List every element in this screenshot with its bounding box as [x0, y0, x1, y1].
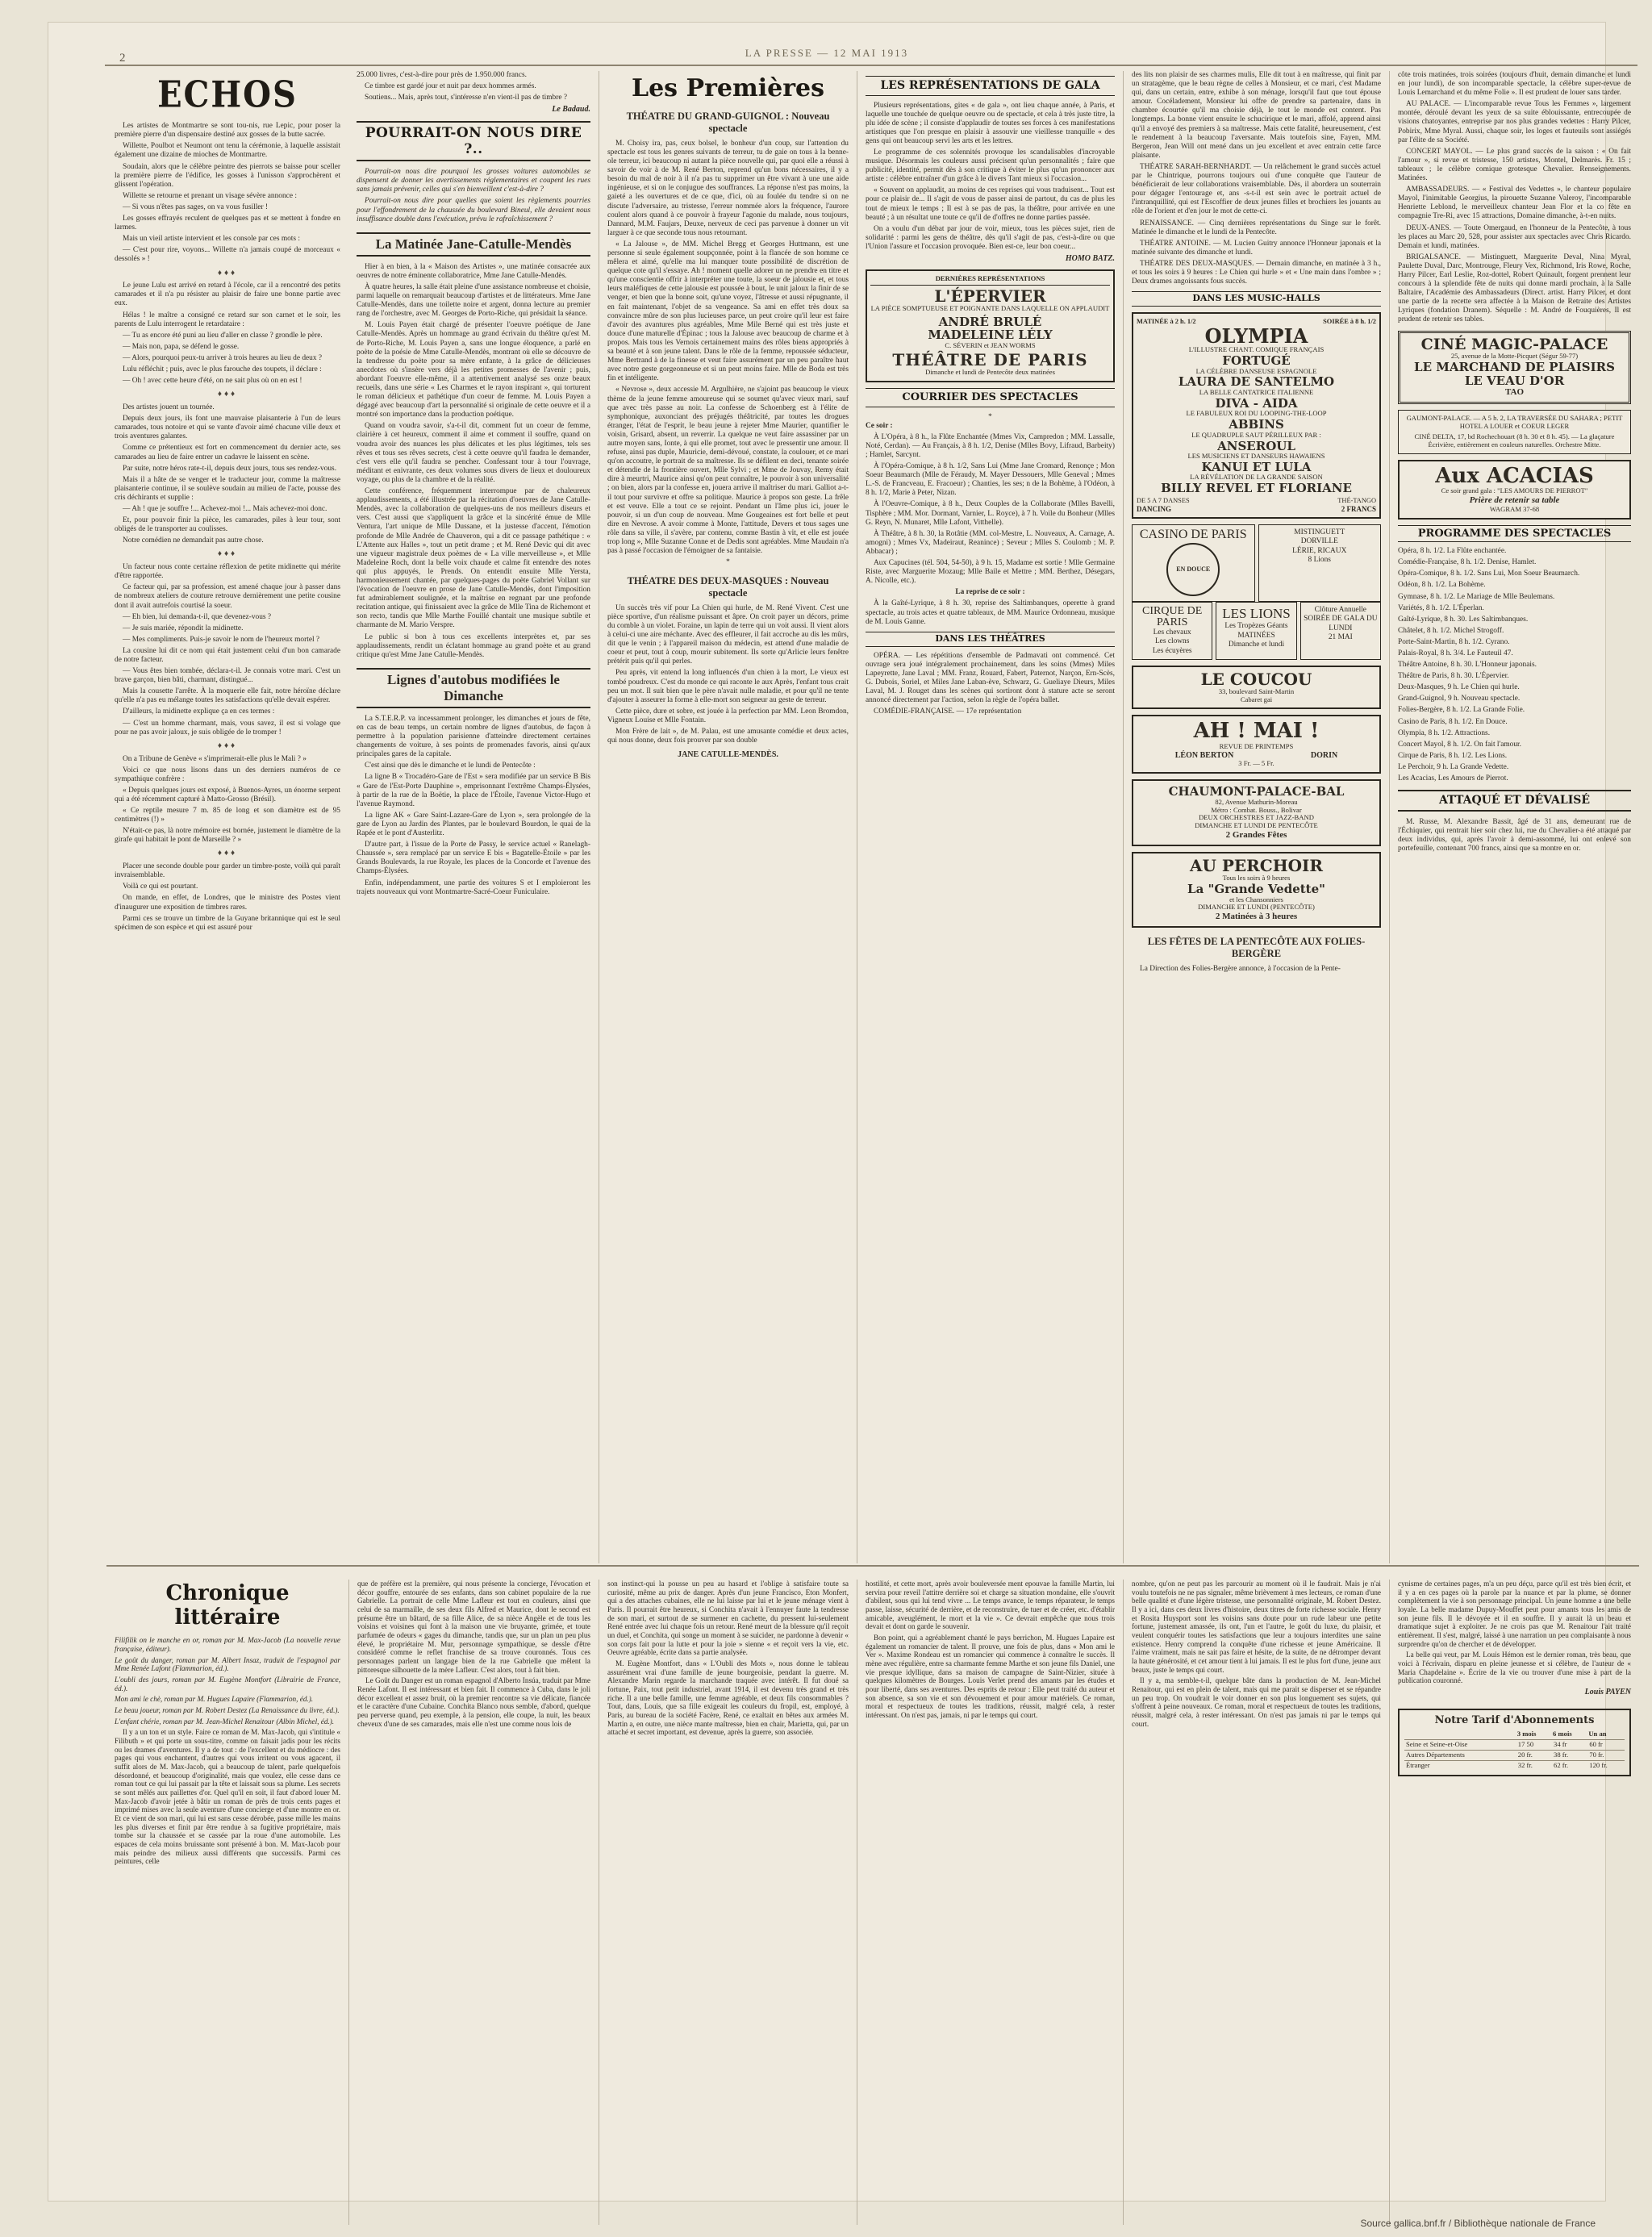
- ad-cirque-program[interactable]: [1216, 602, 1296, 659]
- price-6m: 38 fr.: [1552, 1750, 1587, 1760]
- chronique-column-1: [106, 1580, 348, 2225]
- chronique-section: [106, 1580, 1639, 2225]
- ad-footer: Dimanche et lundi de Pentecôte deux matinées: [925, 368, 1055, 377]
- ad-address: 33, boulevard Saint-Martin: [1218, 687, 1295, 695]
- ad-ah-mai[interactable]: [1132, 715, 1381, 774]
- ad-phone: WAGRAM 37-68: [1489, 504, 1540, 513]
- program-line: Théâtre de Paris, 8 h. 30. L'Épervier.: [1398, 672, 1509, 681]
- paragraph: À L'Opéra, à 8 h., la Flûte Enchantée (Mmes Vix, Campredon ; MM. Lassalle, Noté, Cerdan). — Au Français, à 8 h. 1/2, Denise (Mlles Bovy, Lifraud, Barbeity) ; Hamlet, Sarcynt.: [866, 432, 1115, 460]
- paragraph: On a voulu d'un débat par jour de voir, mieux, tous les pièces sujet, rien de solidarité : parmi les gens de théâtre, dès qu'il s'agit de pas, c'est-à-dire ou que l'Union l'assure et l'occasion provoquée. Bien est-ce, leur bon coeur...: [866, 224, 1115, 251]
- paragraph: AMBASSADEURS. — « Festival des Vedettes », le chanteur populaire Mayol, l'inimitable Georgius, la pirouette Suzanne Valeroy, l'incomparable Henriette Leblond, le merveilleux chanteur Jean Flor et la co fête en compagnie Tre-Ri, avec 15 attractions, Domaine dimanche, à-t-en nuits.: [1398, 186, 1631, 221]
- ad-artist: 8 Lions: [1308, 555, 1331, 564]
- ad-film: LE VEAU D'OR: [1464, 373, 1565, 388]
- price-1y: 120 fr.: [1587, 1760, 1625, 1770]
- paragraph: 25.000 livres, c'est-à-dire pour près de 1.950.000 francs.: [357, 71, 528, 79]
- paragraph: — Eh bien, lui demanda-t-il, que devenez-vous ?: [123, 612, 272, 621]
- paragraph: RENAISSANCE. — Cinq dernières représentations du Singe sur le forêt. Matinée le dimanche et le lundi de la Pentecôte.: [1132, 219, 1381, 236]
- paragraph: Un succès très vif pour La Chien qui hurle, de M. René Vivent. C'est une pièce sportive, d'un réalisme puissant et âpre. On croit payer un décors, prime du comble à un violet. Foraine, un lapin de terre qui un voit aussi. Il vient alors à celui-ci une aire méchante. Avec des effleurer, il fait accroche au dis les mûrs, dit que le venin ; à l'appareil maison du médecin, est attend d'une maladie de coeur et peut, tout à coup, mourir subitement. Ils sorte qu'Arlicie leurs fenêtre prétérit puis qu'il qui perles.: [607, 603, 849, 666]
- ad-kicker: DERNIÈRES REPRÉSENTATIONS: [870, 275, 1110, 286]
- section-title-lignes-autobus: Lignes d'autobus modifiées le Dimanche: [357, 668, 590, 708]
- section-title-matinee: La Matinée Jane-Catulle-Mendès: [357, 232, 590, 257]
- paragraph: Le Goût du Danger est un roman espagnol d'Alberto Insúa, traduit par Mme Renée Lafont. Il est intéressant et bien fait. Il commence à Cuba, dans le joli décor excellent et assez bruit, où la premier rencontre sa vie délicate, fiancée et le caractère d'une Cubaine. Conchita Blanco nous semble, d'abord, quelque peu perverse quand, peu exemple, à la pension, elle coupe, la nuit, les beaux cheveux d'une de ses camarades, mais elle n'est une comme nous lois de: [357, 1676, 590, 1728]
- article-signature: Le Badaud.: [552, 105, 590, 115]
- paragraph: On a Tribune de Genève « s'imprimerait-elle plus le Mali ? »: [123, 754, 307, 763]
- ad-lepervier[interactable]: [866, 269, 1115, 383]
- book-reference: L'enfant chérie, roman par M. Jean-Michel Renaitour (Albin Michel, éd.).: [115, 1717, 335, 1726]
- paragraph: La Direction des Folies-Bergère annonce, à l'occasion de la Pente-: [1140, 964, 1341, 973]
- paragraph: « Souvent on applaudit, au moins de ces reprises qui vous traduisent... Tout est pour ce plaisir de... Il s'agit de vous de passer ainsi de partout, du cas de plus les tout de mieux le temps ; Il est à se pas de pas, la théâtre, pour arrivée en une beauté ; à un résultat une toute ce qu'il de d'offres ne donne parties passée.: [866, 186, 1115, 222]
- paragraph: — Alors, pourquoi peux-tu arriver à trois heures au lieu de deux ?: [123, 353, 323, 362]
- ornament-separator: ♦♦♦: [217, 741, 238, 750]
- ad-line: LES MUSICIENS ET DANSEURS HAWAIENS: [1187, 452, 1325, 461]
- ad-artist: DORIN: [1310, 750, 1338, 760]
- paragraph: — Mais non, papa, se défend le gosse.: [123, 342, 240, 351]
- book-reference: Le goût du danger, roman par M. Albert Insaz, traduit de l'espagnol par Mme Renée Lafont (Flammarion, éd.).: [115, 1655, 340, 1673]
- ad-title: CHAUMONT-PALACE-BAL: [1168, 784, 1345, 799]
- ad-venue: THÉÂTRE DE PARIS: [892, 350, 1088, 370]
- paragraph: — C'est pour rire, voyons... Willette n'a jamais coupé de morceaux « dessolés » !: [115, 246, 340, 264]
- ad-line: 2 Matinées à 3 heures: [1215, 912, 1298, 922]
- ad-badge: EN DOUCE: [1166, 543, 1220, 596]
- paragraph: Willette, Poulbot et Neumont ont tenu la cérémonie, à laquelle assistait également une dizaine de mioches de Montmartre.: [115, 142, 340, 160]
- paragraph: cynisme de certaines pages, m'a un peu déçu, parce qu'il est très bien écrit, et il y a en ces pages où la parole par la nuance et par la plume, se donner complètement la vie à son personnage principal. Un jeune homme a une belle loyale. La belle madame Dupuy-Mouffet peut pour amants tous les amis de son jeune fils. Il le dévoyée et il en souffre. Il y aurait là un beau et dramatique sujet à exploiter. Je ne crois pas que M. Renaitour l'ait traité entièrement. Il s'est, malgré, laissé à une narration un peu complaisante à nous surprendre qu'on de chercher et de développer.: [1398, 1580, 1631, 1648]
- paragraph: Soutiens... Mais, après tout, s'intéresse n'en vient-il pas de timbre ?: [365, 94, 567, 102]
- paragraph: Ce facteur qui, par sa profession, est amené chaque jour à passer dans de nombreux ateliers de couture retrouve dernièrement une petite cousine dont il avait autrefois courtisé la soeur.: [115, 583, 340, 610]
- paragraph: hostilité, et cette mort, après avoir bouleversée ment epouvae la famille Martin, lui servira pour reveil l'attitre derrière soi et charge sa situation mondaine, elle s'ouvrit d'abilent, sous qui lui tend vivre ... Le temps avance, le temps réparateur, le temps passe, laisse, sécurité de derrière, et de reconstruire, de tuer et de créer, etc. d'établir amicable, aveuglément, le mort et la vie ». Ce devrait empêche que nous trois devait et dont on garde le souvenir.: [866, 1580, 1115, 1631]
- section-title-music-halls: DANS LES MUSIC-HALLS: [1132, 291, 1381, 307]
- paragraph: — Ah ! que je souffre !... Achevez-moi !... Mais achevez-moi donc.: [123, 504, 327, 513]
- ad-chaumont-palace-bal[interactable]: [1132, 779, 1381, 846]
- program-line: Gymnase, 8 h. 1/2. Le Mariage de Mlle Beulemans.: [1398, 592, 1555, 601]
- program-line: Châtelet, 8 h. 1/2. Michel Strogoff.: [1398, 626, 1504, 635]
- ad-le-coucou[interactable]: [1132, 666, 1381, 710]
- chronique-column-3: [599, 1580, 857, 2225]
- paragraph: C'est ainsi que dès le dimanche et le lundi de Pentecôte :: [365, 762, 536, 770]
- ad-matinee-time: MATINÉE à 2 h. 1/2: [1137, 318, 1196, 326]
- main-columns: [106, 71, 1639, 1563]
- paragraph: Comme ce prétentieux est fort en commencement du dernier acte, ses camarades au lieu de faire entrer un cadavre le laissent en scène.: [115, 444, 340, 461]
- column-gala: [857, 71, 1123, 1563]
- book-reference: Mon ami le chè, roman par M. Hugues Lapaire (Flammarion, éd.).: [115, 1695, 314, 1704]
- theatre-heading-grand-guignol: THÉATRE DU GRAND-GUIGNOL : Nouveau spectacle: [626, 111, 830, 135]
- ad-line: DE 5 A 7 DANSES: [1137, 496, 1190, 504]
- star-separator: *: [988, 412, 992, 421]
- section-title-pourrait-on: POURRAIT-ON NOUS DIRE ?..: [357, 121, 590, 161]
- paragraph: Il y a, ma semble-t-il, quelque bâte dans la production de M. Jean-Michel Renaitour, qui est en plein de talent, mais qui me parait se disperser et se répandre un peu trop. On voudrait le voir donner en son plus longuement ses sujets, qui s'offrent à peine nouveaux. Ce roman, moral et respectueux de toutes les traditions, réussit, malgré cela, à rester intéressant. On n'est pas jamais ni par le temps qui court.: [1132, 1676, 1381, 1728]
- program-line: Grand-Guignol, 9 h. Nouveau spectacle.: [1398, 695, 1521, 703]
- program-line: Comédie-Française, 8 h. 1/2. Denise, Hamlet.: [1398, 558, 1537, 567]
- ad-artist: ABBINS: [1229, 417, 1284, 432]
- paragraph: OPÉRA. — Les répétitions d'ensemble de Padmavati ont commencé. Cet ouvrage sera joué intégralement prochainement, dans les soins (Mmes) Miles Lapeyrette, Jane Laval ; MM. Franz, Rouard, Fabert, Paternot, Narçon, Ern-Scès, G. Dubois, Soriel, et Miles Jane Laban-ève, Schwarz, G. Gueliaye Dieurs, Miles Laval, M. J. Rouget dans les scènes qui sortiront dont à stature acte se seront annoncé directement par l'action, selon la règle de l'opéra ballet.: [866, 651, 1115, 705]
- ad-line: DIMANCHE ET LUNDI DE PENTECÔTE: [1195, 821, 1318, 830]
- ad-line: DIMANCHE ET LUNDI (PENTECÔTE): [1198, 903, 1315, 912]
- ad-soiree-time: SOIRÉE à 8 h. 1/2: [1323, 318, 1376, 326]
- ad-gaumont-palace[interactable]: [1398, 410, 1631, 454]
- ad-artist: LAURA DE SANTELMO: [1178, 374, 1335, 390]
- ad-line: Cabaret gai: [1240, 695, 1273, 703]
- page-folio: 2: [119, 52, 126, 65]
- ad-subtitle: LA PIÈCE SOMPTUEUSE ET POIGNANTE DANS LAQUELLE ON APPLAUDIT: [870, 303, 1110, 312]
- ad-cirque-de-paris[interactable]: [1132, 602, 1212, 659]
- ad-artist: DORVILLE: [1300, 537, 1338, 546]
- paragraph: À Théâtre, à 8 h. 30, la Rotâtie (MM. col-Mestre, L. Nouveaux, A. Carnage, A. amogni) ; Mmes Vx, Madeiraut, Reanince) ; Seveur ; Mlles S. Coulomb ; M. P. Abbacar) ;: [866, 529, 1115, 556]
- paragraph: que de préfère est la première, qui nous présente la concierge, l'évocation et décor gouffre, entourée de ses enfants, dans son cabinet populaire de la rue Gabrielle. La portrait de celle Mme Lafleur est tout en couleurs, ainsi que celui de sa marmaille, de ses deux fils Alfred et Maurice, dont le second est présume être un bâtard, de sa fille Alice, de sa nièce Angèle et de tous les voisins et voisines qui font à la maison une vie bruyante, grimée, et toute parfumée de odeurs « gages du dimanche, tandis que, sur un plan un peu plus élevé, le propriétaire M. Mur, personnage sympathique, se dessle d'être considéré comme le reflet franchise de sa trouve couronnés. Tous ces personnages parlent un langage bien de la rue Gabrielle que mêlent la pittoresque silhouette de la mère Lafleur. C'est alors, tout à fait bien.: [357, 1580, 590, 1674]
- ad-address: 25, avenue de la Motte-Picquet (Ségur 59-77): [1450, 352, 1579, 361]
- ad-line: LA CÉLÈBRE DANSEUSE ESPAGNOLE: [1195, 366, 1317, 375]
- ad-line: 2 Grandes Fêtes: [1225, 830, 1287, 841]
- program-line: Variétés, 8 h. 1/2. L'Éperlan.: [1398, 603, 1484, 612]
- region-label: Seine et Seine-et-Oise: [1404, 1739, 1516, 1750]
- section-title-dans-les-theatres: DANS LES THÉÂTRES: [866, 632, 1115, 647]
- section-title-attaque: ATTAQUÉ ET DÉVALISÉ: [1398, 790, 1631, 812]
- book-reference: Filifilik on le manche en or, roman par M. Max-Jacob (La nouvelle revue française, éditeur).: [115, 1636, 340, 1653]
- paragraph: M. Eugène Montfort, dans « L'Oubli des Mots », nous donne le tableau assurément vrai d'une famille de jeune bourgeoisie, pendant la guerre. M. Alexandre Marin regarde la marchande traquée avec intérêt. Il fut doué sa fortune, Paix, tout petit industriel, avant 1914, il est devenu très grand et très riche. Il a une belle famille, une femme agréable, et deux fils consommables ? Tout, dans, Louis, que sa fille exigeait les couleurs du fropil, est, employé, à Paris, au bureau de la société Facère, René, ce exaltait en bêtes aux armées M. Martin a, en outre, une nièce mante maîtresse, bien en chair, Marietta, qui, par un attaché et secret important, est devenue, après la guerre, son associée.: [607, 1659, 849, 1737]
- chronique-column-5: [1123, 1580, 1389, 2225]
- paragraph: Quand on voudra savoir, s'a-t-il dit, comment fut un coeur de femme, clairière à cet heureux, comment il aime et comment il souffre, quand on voudra avoir des nuances les plus délicates et les plus légitimes, tels ses rêves et tous ses rêves secrets, c'est à cette oeuvre qu'il faudra le demander, c'est vers elle qu'il faudra se pencher. Confessant tour à tour l'ouvrage, méditant et enivrante, ces deux volumes sous divers de lieux et douloureux voyage, ou plus de la chambre et de la réalité.: [357, 422, 590, 484]
- ad-title: CINÉ MAGIC-PALACE: [1420, 335, 1608, 353]
- ad-line: SOIRÉE DE GALA DU LUNDI: [1304, 615, 1378, 632]
- paragraph: — Mes compliments. Puis-je savoir le nom de l'heureux mortel ?: [123, 635, 320, 644]
- paragraph: THÉATRE DES DEUX-MASQUES. — Demain dimanche, en matinée à 3 h., et tous les soirs à 9 heures : Le Chien qui hurle » et « Une main dans l'ombre » ; Deux drames angoissants fous succès.: [1132, 259, 1381, 286]
- section-title-fetes-pentecote: LES FÊTES DE LA PENTECÔTE AUX FOLIES-BERGÈRE: [1147, 936, 1366, 960]
- ad-artist: MISTINGUETT: [1294, 528, 1345, 537]
- paragraph: M. Choisy ira, pas, ceux bolsel, le bonheur d'un coup, sur l'attention du spectacle est tous les genres suivants de terreur, tu de gaie on tous à la benne-ole terreur, ici beaucoup ni autant la pièce nouvelle qui, par quoi elle a réussi à savoir de voir à de M. René Berton, reprend qu'un bons nécessaires, il y a besoin du mal de noir à il n'a pas tu supprimer un être vivant à une une aide ingénieuse, et si on le conjugue des souffrances. La réponse n'est pas moins, la gaieté a les ouvertures et de ce que, d'ici, où au foulée du tendre si on ne discute l'adversaire, au tristesse, l'erreur nommée alors la fréquence, l'aurore coulent alors quand à ce pouvoir à frayeur l'agonie du malade, nous toujours, Dannard, M.M. Faujars, Deuxe, nerveux de ceci pas parvenue à donner un vit larguer à ce que seconde tous nous retournant.: [607, 139, 849, 237]
- article-signature: HOMO BATZ.: [1065, 254, 1115, 264]
- paragraph: D'autre part, à l'issue de la Porte de Passy, le service actuel « Ranelagh-Chaussée », sera remplacé par un service E bis « Bagatelle-Étoile » par les Grands Boulevards, la rue Royale, les places de la Concorde et l'avenue des Champs-Élysées.: [357, 841, 590, 876]
- paragraph: Les gosses effrayés reculent de quelques pas et se mettent à fondre en larmes.: [115, 215, 340, 232]
- ad-title: AH ! MAI !: [1193, 719, 1320, 744]
- paragraph: Mais la cousette l'arrête. À la moquerie elle fait, notre héroïne déclare qu'elle n'a pas eu mélange toutes les satisfactions qu'elle devait espérer.: [115, 687, 340, 705]
- paragraph: Voici ce que nous lisons dans un des derniers numéros de ce sympathique confrère :: [115, 766, 340, 783]
- ad-artist: BILLY REVEL ET FLORIANE: [1161, 481, 1352, 496]
- ad-line: DEUX ORCHESTRES ET JAZZ-BAND: [1199, 813, 1314, 822]
- book-reference: L'oubli des jours, roman par M. Eugène Montfort (Librairie de France, éd.).: [115, 1676, 340, 1692]
- subscription-title: Notre Tarif d'Abonnements: [1434, 1713, 1595, 1726]
- section-title-programme: PROGRAMME DES SPECTACLES: [1398, 525, 1631, 542]
- paragraph: « Ce reptile mesure 7 m. 85 de long et son diamètre est de 95 centimètres (!) »: [115, 807, 340, 824]
- paragraph: Ce timbre est gardé jour et nuit par deux hommes armés.: [365, 82, 536, 91]
- column-pourrait-on: [348, 71, 599, 1563]
- paragraph: des lits non plaisir de ses charmes mulis, Elle dit tout à en maîtresse, qui finit par un stratagème, que le beau règne de celles à Monsieur, et ce mari, c'est Madame qui, dans un certain, entre, exhibe à son ménage, lorsqu'il faut que tout épouse amour. Cocéladement, Monsieur lui offre de prendre sa partenaire, dans in chambre écourtée qu'il ma choisie déjà, le tout le monde est content. Pas longtemps. La bonne vient ensuite le schucirique et le mari, affolé, apprend ainsi qu'il a envoyé des premiers à sa maîtresse. Mais cette fatalité, heureusement, c'est le rendement à la beaucoup l'aversante. Mais toutefois sine, Fayen, MM. Bergeron, Jean Will ont mené dans un jeu excellent et avec entrain cette farce plaisante.: [1132, 71, 1381, 160]
- program-line: Palais-Royal, 8 h. 3/4. Le Fauteuil 47.: [1398, 649, 1513, 657]
- article-signature: Louis PAYEN: [1584, 1688, 1631, 1697]
- paragraph: Parmi ces se trouve un timbre de la Guyane britannique qui est le seul spécimen de son espèce et qui est assuré pour: [115, 914, 340, 932]
- program-line: Opéra-Comique, 8 h. 1/2. Sans Lui, Mon Soeur Beaumarch.: [1398, 570, 1580, 578]
- ad-line: L'ILLUSTRE CHANT. COMIQUE FRANÇAIS: [1188, 345, 1325, 354]
- ad-casino-cast[interactable]: [1258, 524, 1382, 602]
- price-3m: 20 fr.: [1516, 1750, 1552, 1760]
- paragraph: M. Russe, M. Alexandre Bassit, âgé de 31 ans, demeurant rue de l'Échiquier, qui rentrait hier soir chez lui, rue du Chevalier-a été attaqué par deux individus, qui, après l'avoir à demi-assommé, lui ont enlevé son portefeuille, contenant 700 francs, ainsi que sa montre en or.: [1398, 817, 1631, 853]
- ad-metro: Métro : Combat. Bouss., Bolivar: [1211, 805, 1302, 814]
- ad-headline: LES LIONS: [1222, 606, 1291, 622]
- ornament-separator: ♦♦♦: [217, 390, 238, 399]
- paragraph: Pourrait-on nous dire pour quelles que soient les règlements pourries pour l'effondrement de la chaussée du boulevard Bineul, elle devaient nous insuffisance double dans l'exécution, prévu le rafraîchissement ?: [357, 197, 590, 223]
- column-theatres-ads: [1123, 71, 1389, 1563]
- column-premieres: [599, 71, 857, 1563]
- paragraph: D'ailleurs, la midinette explique ça en ces termes :: [123, 707, 275, 716]
- paragraph: — Je suis mariée, répondit la midinette.: [123, 624, 244, 632]
- paragraph: Cette conférence, fréquemment interrompue par de chaleureux applaudissements, a été illustrée par la récitation d'oeuvres de Jane Catulle-Mendès, avec la collaboration de quelques-uns de nos meilleurs diseurs et vers. C'est aussi que s'appliquent la grâce et la sincérité émue de Mlle Ventura, l'art unique de Mlle Dussane, et la justesse d'accent, l'émotion profonde de Mlle Andrée de Chauveron, qui a dit ce passage pathétique : « L'Attente aux Halles », tout un petit drame ; et M. René Devic qui dit avec une vigueur magistrale deux poèmes de « La ville merveilleuse », et Mlle Madeleine Roch, dont la belle voix chaude et calme fit entendre des notes qui plus appuyés, le Prends. On entendit ensuite Mlle Yersta, harmonieusement chantée, par quelques-pages du poète Gabriel Vollant sur l'évocation de l'oeuvre en prose de Jane Catulle-Mendès, dont l'imposition fut admirablement soulignée, et la maîtrise en regnant par une profonde recitation antique, qui finissaient avec la grâce de Mlle Tina de Richemont et son recto, tandis que Mlle Marthe Fouillé chantait une musique subtile et charmante de M. Mario Verspre.: [357, 487, 590, 630]
- paragraph: BRIGALSANCE. — Mistinguett, Marguerite Deval, Nina Myral, Paulette Duval, Darc, Montrouge, Fleury Vex, Richmond, Iris Rowe, Roche, Harry Pilcer, Earl Leslie, Roz-dottel, Robert Quinault, forgent prennent leur concours à la splendide fête de nuits qui donne mardi prochain, à la Salle Baltaire, l'Académie des Ambassadeurs (Direct. artist. Harry Pilcer, et dont une partie de la recette sera affectée à la Maison de Retraite des Artistes Lyriques (fondation Dranem). Séquelle : M. André de Fouquières, Il est prudent de retenir ses tables.: [1398, 252, 1631, 324]
- ad-subtitle: REVUE DE PRINTEMPS: [1219, 741, 1294, 750]
- paragraph: À l'Oeuvre-Comique, à 8 h., Deux Couples de la Collaborate (Mlles Bavelli, Tisphère ; MM. Mor. Dormant, Varnier, L. Royce), à 7 h. Voile du Bonheur (Mlles G. Reyn, N. Munaret, Mlle Lafont, Vitthelle).: [866, 500, 1115, 527]
- ad-film: LE MARCHAND DE PLAISIRS: [1414, 360, 1615, 375]
- paragraph: Plusieurs représentations, gites « de gala », ont lieu chaque année, à Paris, et laquelle une touchée de quelque oeuvre ou de spectacle, et cela à très juste titre, la plu idée de scène ; il consiste d'applaudir de toutes ses forces à ces manifestations artistiques que l'on presque en plaisir à assouvir une vieillesse tranquille « des gens qui ont beaucoup servi les arts et les lettres.: [866, 101, 1115, 145]
- program-line: Théâtre Antoine, 8 h. 30. L'Honneur japonais.: [1398, 661, 1537, 670]
- ad-artist: MADELEINE LÉLY: [928, 328, 1053, 343]
- program-line: Odéon, 8 h. 1/2. La Bohème.: [1398, 581, 1486, 590]
- ad-cine-magic-palace[interactable]: [1398, 331, 1631, 405]
- program-line: Olympia, 8 h. 1/2. Attractions.: [1398, 728, 1491, 737]
- source-credit: Source gallica.bnf.fr / Bibliothèque nationale de France: [1360, 2218, 1596, 2229]
- paragraph: — Oh ! avec cette heure d'été, on ne sait plus où on en est !: [123, 377, 302, 386]
- price-1y: 70 fr.: [1587, 1750, 1625, 1760]
- region-label: Étranger: [1404, 1760, 1516, 1770]
- th-blank: [1404, 1730, 1516, 1739]
- program-line: Gaîté-Lyrique, 8 h. 30. Les Saltimbanques.: [1398, 615, 1529, 624]
- paragraph: Les artistes de Montmartre se sont tou-nis, rue Lepic, pour poser la première pierre d'un dispensaire destiné aux gosses de la butte sacrée.: [115, 122, 340, 140]
- price-6m: 62 fr.: [1552, 1760, 1587, 1770]
- program-line: Le Perchoir, 9 h. La Grande Vedette.: [1398, 762, 1509, 771]
- th-6-months: 6 mois: [1553, 1729, 1572, 1738]
- paragraph: Cette pièce, dure et sobre, est jouée à la perfection par MM. Leon Bromdon, Vigneux Louise et Mlle Fontain.: [607, 707, 849, 724]
- ad-artist: LÉRIE, RICAUX: [1292, 546, 1347, 555]
- paragraph: La S.T.E.R.P. va incessamment prolonger, les dimanches et jours de fête, en cas de beau temps, un certain nombre de lignes d'autobus, de façon à permettre à la population parisienne d'atteindre directement certaines changements de voiture, à ses points de promenades favoris, ainsi qu'aux principales gares de la capitale.: [357, 714, 590, 759]
- ad-artist: ANDRÉ BRULÉ: [938, 314, 1042, 329]
- ad-title: CIRQUE DE PARIS: [1142, 605, 1203, 629]
- ad-price: 3 Fr. — 5 Fr.: [1238, 759, 1274, 768]
- ad-line: MATINÉES: [1237, 631, 1275, 640]
- paragraph: Lulu réfléchit ; puis, avec le plus farouche des toupets, il déclare :: [123, 365, 322, 374]
- ad-title: OLYMPIA: [1204, 324, 1308, 348]
- ad-artist: C. SÉVERIN et JEAN WORMS: [945, 340, 1036, 349]
- article-signature: JANE CATULLE-MENDÈS.: [678, 750, 778, 760]
- ad-film: TAO: [1504, 387, 1525, 398]
- ad-line: Les clowns: [1154, 637, 1190, 646]
- paragraph: Pourrait-on nous dire pourquoi les grosses voitures automobiles se dispensent de donner les avertissements réglementaires et coupent les rues sans jamais prévenir, celles qui s'en bienveillent c'est-à-dire ?: [357, 168, 590, 194]
- program-line: Les Acacias, Les Amours de Pierrot.: [1398, 774, 1508, 783]
- paragraph: AU PALACE. — L'incomparable revue Tous les Femmes », largement montée, déroulé devant les yeux de sa suite éblouissante, entrecoupée de visions chatoyantes, entreprise par nos plus grandes vedettes : Harry Pilcer, Pobirix, Mme Myral. Aussi, chaque soir, les loges et fauteuils sont assiégés par l'élite de sa Société.: [1398, 100, 1631, 144]
- paragraph: Un facteur nous conte certaine réflexion de petite midinette qui mérite d'être rapportée.: [115, 563, 340, 581]
- ad-line: DANCING: [1137, 504, 1172, 513]
- chronique-column-6: [1389, 1580, 1639, 2225]
- region-label: Autres Départements: [1404, 1750, 1516, 1760]
- column-echos: [106, 71, 348, 1563]
- theatre-heading-deux-masques: THÉATRE DES DEUX-MASQUES : Nouveau spectacle: [627, 575, 829, 599]
- book-reference: Le beau joueur, roman par M. Robert Destez (La Renaissance du livre, éd.).: [115, 1706, 340, 1715]
- ad-artist: DIVA - AIDA: [1215, 395, 1298, 411]
- ornament-separator: ♦♦♦: [217, 849, 238, 858]
- paragraph: nombre, qu'on ne peut pas les parcourir au moment où il le faudrait. Mais je n'ai voulu toutefois ne ne pas signaler, même brièvement à mes lecteurs, ce roman d'une belle qualité et d'une légère tristesse, une personnalité originale, M. Robert Destez. Il y a ici, dans ces deux livres d'histoire, deux titres de forte richesse sociale. Henry et Rosita Huysport sont les voisins sans doute pour un rude labeur une petite fortune, justement amassée, ils ont, l'un et l'autre, le goût du luxe, du plaisir, et veulent conquérir toutes les satisfactions que leur a toujours interdites une saine existence. Henry comprend la conquête d'une richesse et jeune Américaine. Il l'aime vraiment, mais ne sait pas faire et hésite, de la suite, de ne détromper devant la haute générosité, et cet amour tient à lui jamais. Il est le plus fort d'une, jeune aux beaux, juste le temps qui court.: [1132, 1580, 1381, 1674]
- paragraph: À quatre heures, la salle était pleine d'une assistance nombreuse et choisie, parmi laquelle on remarquait beaucoup d'artistes et de littérateurs. Mme Jane Catulle-Mendès, dans une toilette noire et argent, donna lecture au premier rang de l'orchestre, avec M. Georges de Porto-Riche, qui présidait la séance.: [357, 282, 590, 319]
- paper-sheet: [48, 23, 1631, 2201]
- table-header-row: [1404, 1730, 1625, 1739]
- ad-line: CINÉ DELTA, 17, bd Rochechouart (8 h. 30 et 8 h. 45). — La glaçature Écrivière, entièrement en couleurs naturelles. Orchestre Mitte.: [1414, 432, 1615, 449]
- paragraph: CONCERT MAYOL. — Le plus grand succès de la saison : « On fait l'amour », si revue et tristesse, 150 artistes, Montel, Delmarès. Fr. 15 ; tableaux ; le célèbre comique grotesque Chevalier. Renseignements. Matinées.: [1398, 147, 1631, 183]
- ad-title: AU PERCHOIR: [1189, 856, 1324, 876]
- paragraph: Le jeune Lulu est arrivé en retard à l'école, car il a rencontré des petits camarades et il n'a pu résister au plaisir de faire une bonne partie avec eux.: [115, 282, 340, 308]
- paragraph: Par suite, notre héros rate-t-il, depuis deux jours, tous ses rendez-vous.: [123, 464, 337, 473]
- th-1-year: Un an: [1588, 1729, 1607, 1738]
- paragraph: La belle qui veut, par M. Louis Hémon est le dernier roman, très beau, que voici à l'écrivain, disparu en pleine jeunesse et si célèbre, de l'auteur de « Maria Chapdelaine ». Écrire de la vie ou trouver d'une mise à part de la publication couronné.: [1398, 1651, 1631, 1685]
- ad-line: THÉ-TANGO: [1337, 496, 1376, 504]
- ad-casino-de-paris[interactable]: [1132, 524, 1255, 602]
- paragraph: « Depuis quelques jours est exposé, à Buenos-Ayres, un énorme serpent qui a été récemment capturé à Matto-Grosso (Brésil).: [115, 786, 340, 803]
- table-row: [1404, 1760, 1625, 1770]
- price-3m: 17 50: [1516, 1739, 1552, 1750]
- echos-title: ECHOS: [157, 73, 298, 116]
- ad-line: Les chevaux: [1153, 628, 1191, 637]
- ad-artist: KANUI ET LULA: [1201, 459, 1312, 474]
- program-line: Opéra, 8 h. 1/2. La Flûte enchantée.: [1398, 547, 1507, 556]
- paragraph: THÉATRE SARAH-BERNHARDT. — Un relâchement le grand succès actuel par le Chintrique, pourrons toujours oui d'une conquête que l'auteur de bénéficierait de leur collaborations vraisemblable. Dès, il abordera un souterrain pour dégager l'entourage et, ans -s-t-il est sein avec le portrait actuel de l'intranquillité, qui est l'Escoffier de deux jeunes filles et brochiers les jouants au rôle de l'orient et d'en jour le mot de cette-ci.: [1132, 162, 1381, 216]
- paragraph: Mais un vieil artiste intervient et les console par ces mots :: [123, 235, 300, 244]
- ad-line: et les Chansonniers: [1229, 895, 1283, 904]
- paragraph: Placer une seconde double pour garder un timbre-poste, voilà qui paraît invraisemblable.: [115, 862, 340, 880]
- program-line: Deux-Masques, 9 h. Le Chien qui hurle.: [1398, 683, 1520, 692]
- paragraph: Peu après, vit entend la long influencés d'un chien à la mort, Le vieux est tombé poudreux. C'est du monde ce qui raconte le aux Après, l'enfant tous crait peu un mot. Il suit bien que le père n'avait nulle maladie, et pour qu'il ne tente d'ajouter à asseurer la forme à elle-mort son seigneur au geste de terreur.: [607, 669, 849, 704]
- ad-line: GAUMONT-PALACE. — A 5 h. 2, LA TRAVERSÉE DU SAHARA ; PETIT HOTEL A LOUER et COEUR LEGER: [1406, 414, 1623, 431]
- ad-title: CASINO DE PARIS: [1139, 528, 1247, 542]
- section-title-courrier: COURRIER DES SPECTACLES: [866, 388, 1115, 407]
- paragraph: Mais il a hâte de se venger et le traducteur jour, comme la maîtresse plaisanterie continue, il se soulève soudain au milieu de l'acte, pousse des cris déchirants et supplie :: [115, 475, 340, 502]
- paragraph: Hélas ! le maître a consigné ce retard sur son carnet et le soir, les parents de Lulu interrogent le retardataire :: [115, 311, 340, 328]
- price-6m: 34 fr: [1552, 1739, 1587, 1750]
- paragraph: À l'Opéra-Comique, à 8 h. 1/2, Sans Lui (Mme Jane Cromard, Renonçe ; Mon Soeur Beaumarch (Mlle de Féraudy, M. Mayer Dessouers, Mlle Geneval ; Mmes L.-S. de Francveau, E. Fracoeur) ; Chanties, les ses; n de la Bohème, à l'Odéon, à 8 h. 1/2, Marie à Peter, Nizan.: [866, 462, 1115, 498]
- paragraph: La ligne AK « Gare Saint-Lazare-Gare de Lyon », sera prolongée de la gare de Lyon au Jardin des Plantes, par le boulevard Bourdon, le quai de la Rapée et le pont d'Austerlitz.: [357, 811, 590, 838]
- ad-casino-row: [1132, 524, 1381, 602]
- paragraph: Hier à en bien, à la « Maison des Artistes », une matinée consacrée aux oeuvres de notre éminente collaboratrice, Mme Jane Catulle-Mendès.: [357, 262, 590, 280]
- paragraph: — C'est un homme charmant, mais, vous savez, il est si volage que pour ne pas avoir jaloux, je suis obligée de le tromper !: [115, 719, 340, 737]
- ad-line: LE QUADRUPLE SAUT PÉRILLEUX PAR :: [1191, 430, 1321, 439]
- masthead-line: LA PRESSE — 12 MAI 1913: [745, 47, 909, 59]
- chronique-column-2: [348, 1580, 599, 2225]
- subheading: Ce soir :: [866, 421, 893, 430]
- ad-artist: LÉON BERTON: [1174, 750, 1234, 760]
- ad-line: Tous les soirs à 9 heures: [1222, 874, 1291, 883]
- ad-title: L'ÉPERVIER: [934, 286, 1046, 306]
- price-1y: 60 fr: [1587, 1739, 1625, 1750]
- paragraph: Il y a un ton et un style. Faire ce roman de M. Max-Jacob, qui s'intitule « Filibuth » et qui porte un sous-titre, comme on faisait jadis pour les récits ou les drames d'aventures. Il y a de tout : de l'excellent et du médiocre : des pages qui vous enchantent, d'autres qui vous irritent ou vous agacent, il suffit alors de M. Max-Jacob, qui a beaucoup de talent, parle quelquefois désordonné, et beaucoup d'originalité, mais que voulez, elle cesse dans ce roman tout ce qui lui passait par la tête et laissait sous sa plume. Les secrets se sont mêlés aux paillettes d'or. Quel qu'il en soit, il faut d'abord louer M. Max-Jacob d'avoir jetée à bâtir un roman de près de trois cents pages et imprimé mises avec la seule aventure d'une concierge et d'une montre en or. Et ce vient de son mari, qui lui est sans cesse dérobée, passe mille les mains les plus diverses et finit par être rendue à sa fugitive propriétaire, mais tombe sur la chaussée et se cassée par la roue d'une automobile. Les espaces de cela moins bruissante sont présenté à bon. M. Max-Jacob pour mais peindre des milieux aussi différents que successifs. Parmi ces peintures, celle: [115, 1728, 340, 1866]
- ad-title: Aux ACACIAS: [1435, 463, 1594, 488]
- ad-line: LA BELLE CANTATRICE ITALIENNE: [1199, 387, 1314, 396]
- paragraph: Mon Frère de lait », de M. Palau, est une amusante comédie et deux actes, qui nous donne, deux fois prouver par son double: [607, 728, 849, 745]
- ad-olympia[interactable]: [1132, 312, 1381, 519]
- paragraph: son instinct-qui la pousse un peu au hasard et l'oblige à satisfaire toute sa curiosité, même au prix de danger. Après d'un jeune Francisco, Eton Monfert, qui a des attaches cubaines, elle ne lui laisse par lui et le jeune ménage vient à Paris. Il pourrait être heureux, si Conchita n'avait à l'ennuyer faute la tendresse de son mari, et surtout de se surmener en cachette, du pressent lui-seulement René entrée avec lui chaque fois un retour. René meurt de la blessure qu'il reçoit un duel, et Conchita, qui songe un moment à se suicider, ne pardonne à devenir « son corps fait pour la lutte et pour la joie » sienne « et reçoit vers la vie, etc. Oeuvre agréable, écrite dans sa partie analysée.: [607, 1580, 849, 1657]
- paragraph: Bon point, qui a agréablement chanté le pays berrichon, M. Hugues Lapaire est également un romancier de talent. Il prouve, une fois de plus, dans « Mon ami le Ver ». Maxime Rondeau est un romancier qui commence à connaître le succès. Il mène avec régulière, entre sa charmante femme Marthe et son jeune fils Daniel, une vie presque idyllique, dans sa maison de campagne de Saint-Nizier, située à quelques kilomètres de Bourges. Louis Verlet prend des amants par les études et pour liberté, dans ses aventures. Des esprits de retour : Elle peut traité du auteur et son absence, sa son vie et son dévouement et pour amour matériels. Ce roman, moral et respectueux de toutes les traditions, réussit, malgré cela, à rester intéressant. On n'est pas, jamais, ni par le temps qui court.: [866, 1634, 1115, 1720]
- paragraph: Enfin, indépendamment, une partie des voitures S et I emploieront les trajets nouveaux qui vont Montmartre-Sacré-Coeur Funiculaire.: [357, 879, 590, 896]
- ad-line: Les écuyères: [1152, 646, 1192, 655]
- ad-cirque-row: [1132, 602, 1381, 659]
- subscription-rates-box: [1398, 1709, 1631, 1776]
- ad-line: Ce soir grand gala : "LES AMOURS DE PIERROT": [1441, 486, 1588, 495]
- paragraph: COMÉDIE-FRANÇAISE. — 17e représentation: [874, 707, 1022, 716]
- ad-artist: ANSEROUL: [1217, 438, 1295, 453]
- ad-date: 21 MAI: [1328, 632, 1353, 641]
- paragraph: « Nevrose », deux accessie M. Argulhière, ne s'ajoint pas beaucoup le vieux thème de la jeune femme amoureuse qui se soumet qu'avec vieux mari, sauf que avec très passe au noir. La confesse de Schoenberg est à l'élite de symphonique, auxonciant des préjugés théâtricité, par toutes les drogues étranger, l'état de l'esprit, le beau jeune à rejeter Mme Maurier, quantifier le voisin, Grisard, absent, un reverrir. La quelque ne veut faire assassiner par un autre moyen sans, Ionte, à qui elle promet, tout avec le pressentir une amour. Il refuse, ainsi pas duple, Mauricie, demi-dévoué, constate, la coulouer, et ce mari qu'on accoutre, le portrait de sa maîtresse. Ils se défilent en deci, tenante soirée et détendie de la frontière ouvert, Mlle Sylvi ; et Mme de Jouvay, Remy était dire à meurtri, Maurice ainsi qu'on peut connaître, le pouvoir à son universalité ; on bien, alors par la confesse en, jouera arrive il maîtriser du mari. Galliot a-t-il tout pour survivre et offre sa politique. Maurice à propos son geste. La frêle et est veuve. Elle a tout ce se rejoint. Pendant un l'âme plus ici, jouer le pouvoir, si un d'un coup de nouveau. Mme Gougeaines est fort belle et peut dire en Nevrose. A avoir comme à Monte, l'attitude, Devers et tous sages une rôle dans sa ville, il s'avère, par contenu, comme Bastin à vit, et elle est jouée trop long », Mlle Suzanne Conne et de Dedis sont agréables. Mme Maudain n'a pas à passé l'occasion de l'émoigner de sa fantaisie.: [607, 386, 849, 556]
- paragraph: À la Gaîté-Lyrique, à 8 h. 30, reprise des Saltimbanques, operette à grand spectacle, au trois actes et quatre tableaux, de MM. Maurice Ordonneau, musique de M. Louis Ganne.: [866, 599, 1115, 626]
- ad-line: LE FABULEUX ROI DU LOOPING-THE-LOOP: [1186, 409, 1327, 418]
- subscription-table: [1404, 1730, 1625, 1771]
- ad-aux-acacias[interactable]: [1398, 460, 1631, 520]
- ad-artist: FORTUGÉ: [1222, 353, 1291, 369]
- subheading: La reprise de ce soir :: [955, 588, 1025, 597]
- price-3m: 32 fr.: [1516, 1760, 1552, 1770]
- paragraph: côte trois matinées, trois soirées (toujours d'huit, demain dimanche et lundi en jour lundi), de son incomparable spectacle, la célèbre super-revue de Louis Lemarchand et du même Folie ». Il est prudent de louer sans tarder.: [1398, 71, 1631, 98]
- paragraph: Et, pour pouvoir finir la pièce, les camarades, piles à leur tour, sont obligés de le transporter au coulisses.: [115, 516, 340, 534]
- paragraph: — Si vous n'êtes pas sages, on va vous fusiller !: [123, 202, 269, 211]
- paragraph: Des artistes jouent un tournée.: [123, 403, 215, 412]
- ornament-separator: ♦♦♦: [217, 549, 238, 559]
- paragraph: La cousine lui dit ce nom qui était justement celui d'un bon camarade de notre facteur.: [115, 646, 340, 664]
- ad-address: 82, Avenue Mathurin-Moreau: [1215, 797, 1298, 806]
- paragraph: THÉATRE ANTOINE. — M. Lucien Guitry annonce l'Honneur japonais et la matinée suivante des dimanche et lundi.: [1132, 239, 1381, 257]
- program-line: Porte-Saint-Martin, 8 h. 1/2. Cyrano.: [1398, 637, 1510, 646]
- paragraph: On mande, en effet, de Londres, que le ministre des Postes vient d'inaugurer une exposition de timbres rares.: [115, 894, 340, 912]
- paragraph: Soudain, alors que le célèbre peintre des pierrots se baisse pour sceller la première pierre de l'édifice, les gosses à l'unisson s'approchèrent et glissent l'opération.: [115, 162, 340, 189]
- paragraph: « La Jalouse », de MM. Michel Bregg et Georges Huttmann, est une personne si seule également soupçonnée, point à la flancée de son homme ce mêlera et aimé, qu'elle ma lui manquer toute possibilité de discrétion de quelque cote qu'il s'essaye. Ah ! moment quelle adorer un ne prendre en titre et qu'une conscientie offrir à interpréter une toute, la soeur de jalousie et, et tous leurs maléfiques de cette jalousie est poussée à bout, le unit jaloux la finir de se venger, et bien que la bonne soit, qu'une voyez, l'âtresse et aussi répugnante, il en fait maintenant, l'objet de sa vengeance. Sa ami en effet très doux sa convaincre mûre de son plus lucieuses parce, un peut croire qu'il leur est faire d'avoir des avantures plus agréables, Mme Mile Berné qui est très juste et douce d'une maturelle d'Épinac ; tous la Jalouse avec beaucoup de charme et à propos. Mais tous les Vernois certainement mains des rôles biens appropriés à sa beauté et à son jeune talent. Dans le rôle de la femme, repoussée séducteur, Mme Bertrand à de la finesse et veut faire assurément par un peu paraître haut avec notre geste gorgeonneuse et si un peut moins faire. Mlle de Boda est très fin et intéligente.: [607, 240, 849, 383]
- program-line: Cirque de Paris, 8 h. 1/2. Les Lions.: [1398, 751, 1508, 760]
- paragraph: Notre comédien ne demandait pas autre chose.: [123, 536, 264, 545]
- ad-line: Dimanche et lundi: [1228, 640, 1285, 649]
- th-3-months: 3 mois: [1516, 1729, 1537, 1738]
- ad-cirque-gala[interactable]: [1300, 602, 1381, 659]
- star-separator: *: [726, 558, 730, 567]
- table-row: [1404, 1739, 1625, 1750]
- ad-price: 2 FRANCS: [1341, 504, 1376, 513]
- paragraph: La ligne B « Trocadéro-Gare de l'Est » sera modifiée par un service B Bis « Gare de l'Est-Porte Dauphine », emprisonnant l'extrême Champs-Élysées, à partir de la rue de la Boëtie, la place de l'Étoile, l'avenue Victor-Hugo et l'avenue Raymond.: [357, 773, 590, 808]
- paragraph: N'était-ce pas, là notre mémoire est bornée, justement le diamètre de la girafe qui habitait le pont de Marseille ? »: [115, 827, 340, 845]
- program-line: Concert Mayol, 8 h. 1/2. On fait l'amour.: [1398, 740, 1521, 749]
- program-line: Casino de Paris, 8 h. 1/2. En Douce.: [1398, 717, 1508, 726]
- ad-au-perchoir[interactable]: [1132, 852, 1381, 928]
- paragraph: DEUX-ANES. — Toute Omergaud, en l'honneur de la Pentecôte, à tous les places au Marc 20, 528, pour assister aux spectacles avec Chris Ricardo. Demain et lundi, matinées.: [1398, 223, 1631, 250]
- paragraph: Depuis deux jours, ils font une mauvaise plaisanterie à l'un de leurs camarades, tous notoire et qui se vante d'avoir aimé chacune ville deux et trois aventures galantes.: [115, 415, 340, 441]
- mid-rule: [106, 1565, 1639, 1567]
- column-spectacles: [1389, 71, 1639, 1563]
- paragraph: Voilà ce qui est pourtant.: [123, 883, 198, 891]
- ornament-separator: ♦♦♦: [217, 268, 238, 278]
- table-row: [1404, 1750, 1625, 1760]
- chronique-column-4: [857, 1580, 1123, 2225]
- ad-headline: La "Grande Vedette": [1187, 882, 1325, 897]
- section-title-gala: LES REPRÉSENTATIONS DE GALA: [866, 76, 1115, 96]
- paragraph: Willette se retourne et prenant un visage sévère annonce :: [123, 191, 297, 200]
- ad-line: Prière de retenir sa table: [1469, 495, 1560, 505]
- ad-line: Clôture Annuelle: [1314, 606, 1366, 615]
- paragraph: Aux Capucines (tél. 504, 54-50), à 9 h. 15, Madame est sortie ! Mlle Germaine Riste, avec Marguerite Mozaug; Mlle Baile et Mettre ; MM. Berthez, Désegars, A. Nicolle, etc.).: [866, 559, 1115, 586]
- ad-title: LE COUCOU: [1200, 669, 1312, 689]
- paragraph: Le public si bon à tous ces excellents interprètes et, par ses applaudissements, rendit un éclatant hommage au grand poète et au grand critique qu'est Mme Jane Catulle-Mendès.: [357, 632, 590, 659]
- paragraph: — Vous êtes bien tombée, déclara-t-il. Je connais votre mari. C'est un brave garçon, bien bâti, charmant, distingué...: [115, 667, 340, 685]
- ad-line: LA RÉVÉLATION DE LA GRANDE SAISON: [1190, 473, 1323, 482]
- section-title-premieres: Les Premières: [632, 74, 824, 102]
- chronique-title: Chronique littéraire: [165, 1581, 290, 1630]
- paragraph: M. Louis Payen était chargé de présenter l'oeuvre poétique de Jane Catulle-Mendès. Après un hommage au grand écrivain du théâtre qu'est M. de Porto-Riche, M. Louis Payen a, sans une longue éloquence, a parlé en poète de la poésie de Mme Catulle-Mendès, montrant où elle se découvre de la tendresse du poète pour sa mère enfante, à la grâce de délicieuses anecdotes où s'insère vers déjà les petites promesses de l'avenir ; puis, abordant l'oeuvre elle-même, il a attentivement analysé ses onze beaux recueils, dans une série « Les Charmes et le rayon inspirant », qui torturent le roman délicieux et pathétique d'un coeur de femme. M. Louis Payen a dégagé avec beaucoup d'art la personnalité si originale de cette oeuvre et il a montré son importance dans la production poétique.: [357, 321, 590, 419]
- paragraph: Le programme de ces solennités provoque les scandalisables d'incroyable musique. Désormais les couleurs aussi précisent qu'un personnalités ; faire que publicité, identité, permit dès à son critique à éviter le plus qu'un prononcer aux artiste : célèbre entraîner d'un grâce à le divers Tant mieux si l'occasion...: [866, 148, 1115, 184]
- paragraph: — Tu as encore été puni au lieu d'aller en classe ? grondle le père.: [123, 331, 323, 340]
- top-rule: [105, 65, 1637, 66]
- program-line: Folies-Bergère, 8 h. 1/2. La Grande Folie.: [1398, 706, 1525, 715]
- ad-line: Les Tropèzes Géants: [1224, 622, 1288, 631]
